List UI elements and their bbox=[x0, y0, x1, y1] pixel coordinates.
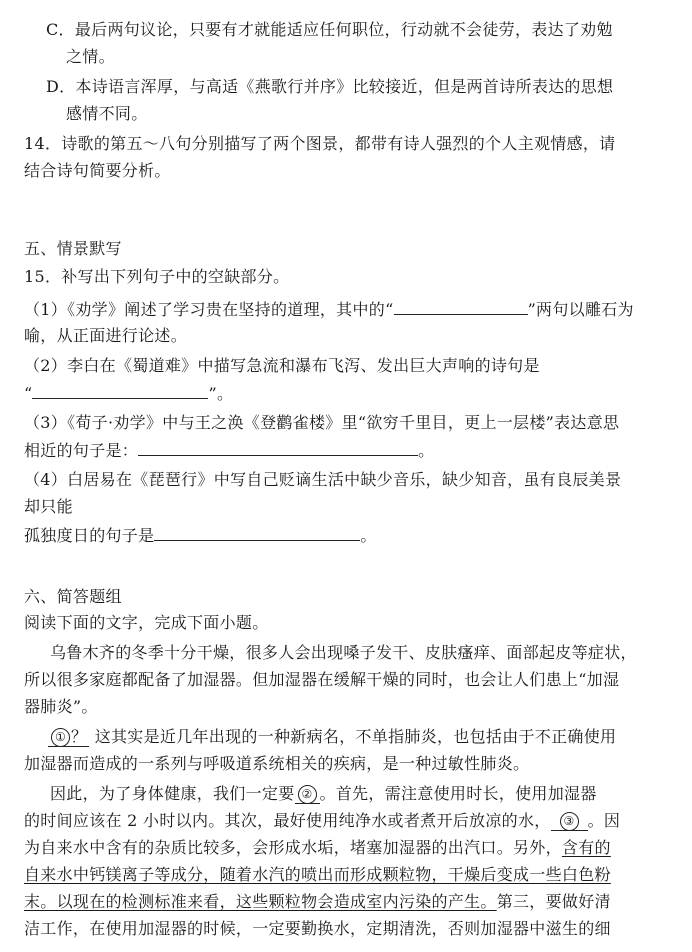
passage-p2-text1: 这其实是近几年出现的一种新病名，不单指肺炎，也包括由于不正确使用 bbox=[94, 727, 617, 746]
option-d-line2: 感情不同。 bbox=[66, 104, 148, 123]
blank-2-mark: ② bbox=[298, 785, 317, 804]
passage-p3-line3 bbox=[24, 837, 611, 859]
blank-1-qmark: ？ bbox=[71, 727, 88, 746]
q15-item1-line2: 喻，从正面进行论述。 bbox=[24, 326, 188, 345]
q15-item4-line3 bbox=[24, 524, 377, 547]
passage-p1-line1: 乌鲁木齐的冬季十分干燥，很多人会出现嗓子发干、皮肤瘙痒、面部起皮等症状， bbox=[50, 643, 637, 662]
blank-3-mark: ③ bbox=[560, 812, 579, 831]
section-6-title: 六、简答题组 bbox=[24, 587, 122, 606]
passage-p3-line1 bbox=[50, 783, 597, 805]
underlined-sentence-part2: 自来水中钙镁离子等成分，随着水汽的喷出而形成颗粒物，干燥后变成一些白色粉 bbox=[24, 865, 611, 884]
option-d-line1: D．本诗语言浑厚，与高适《燕歌行并序》比较接近，但是两首诗所表达的思想 bbox=[46, 77, 614, 96]
option-c-line1: C．最后两句议论，只要有才就能适应任何职位，行动就不会徒劳，表达了劝勉 bbox=[46, 20, 613, 39]
passage-p3-line2 bbox=[24, 810, 620, 832]
option-c-line2: 之情。 bbox=[66, 47, 115, 66]
blank-1[interactable] bbox=[48, 727, 89, 747]
blank-2[interactable] bbox=[295, 784, 320, 804]
q15-item4-blank[interactable] bbox=[154, 524, 360, 541]
q15-item3-blank[interactable] bbox=[138, 439, 418, 456]
q15-item4-line1: （4）白居易在《琵琶行》中写自己贬谪生活中缺少音乐，缺少知音，虽有良辰美景 bbox=[24, 470, 622, 489]
q15-item1-line1 bbox=[24, 298, 634, 321]
passage-p2-line2: 加湿器而造成的一系列与呼吸道系统相关的疾病，是一种过敏性肺炎。 bbox=[24, 754, 530, 773]
blank-1-mark: ① bbox=[51, 728, 70, 747]
passage-p3-text3a: 为自来水中含有的杂质比较多，会形成水垢，堵塞加湿器的出汽口。另外， bbox=[24, 838, 562, 857]
q15-item3-line2 bbox=[24, 439, 434, 462]
section-5-title: 五、情景默写 bbox=[24, 239, 122, 258]
underlined-sentence-part1: 含有的 bbox=[561, 838, 611, 857]
question-14-line1: 14．诗歌的第五～八句分别描写了两个图景，都带有诗人强烈的个人主观情感，请 bbox=[24, 134, 616, 153]
passage-p2-line1 bbox=[48, 726, 616, 748]
q15-item1-text-b: ”两句以雕石为 bbox=[527, 300, 634, 319]
q15-item2-quote-close: ”。 bbox=[208, 384, 234, 403]
passage-p3-text2a: 的时间应该在 2 小时以内。其次，最好使用纯净水或者煮开后放凉的水， bbox=[24, 811, 551, 830]
passage-p3-text5b: 第三，要做好清 bbox=[496, 892, 611, 911]
underlined-sentence-part3: 末。以现在的检测标准来看，这些颗粒物会造成室内污染的产生。 bbox=[24, 892, 497, 911]
q15-item1-blank[interactable] bbox=[394, 298, 528, 315]
passage-p3-text1b: 。首先，需注意使用时长，使用加湿器 bbox=[319, 784, 597, 803]
q15-item4-end: 。 bbox=[360, 526, 377, 545]
passage-p3-line5 bbox=[24, 891, 611, 913]
q15-item2-blank[interactable] bbox=[32, 382, 208, 399]
q15-item4-line2: 却只能 bbox=[24, 497, 73, 516]
q15-item1-text-a: （1）《劝学》阐述了学习贵在坚持的道理，其中的“ bbox=[24, 300, 394, 319]
q15-item2-line2 bbox=[24, 382, 233, 405]
section-6-intro: 阅读下面的文字，完成下面小题。 bbox=[24, 613, 269, 632]
q15-item3-end: 。 bbox=[418, 441, 435, 460]
q15-item4-text: 孤独度日的句子是 bbox=[24, 526, 155, 545]
blank-3[interactable] bbox=[551, 811, 588, 831]
passage-p1-line2: 所以很多家庭都配备了加湿器。但加湿器在缓解干燥的同时，也会让人们患上“加湿 bbox=[24, 670, 620, 689]
passage-p3-text2b: 。因 bbox=[587, 811, 621, 830]
q15-item3-line1: （3）《荀子·劝学》中与王之涣《登鹳雀楼》里“欲穷千里目，更上一层楼”表达意思 bbox=[24, 413, 620, 432]
q15-item2-quote-open: “ bbox=[24, 384, 33, 403]
question-14-line2: 结合诗句简要分析。 bbox=[24, 161, 171, 180]
passage-p3-text1a: 因此，为了身体健康，我们一定要 bbox=[50, 784, 295, 803]
passage-p3-line4 bbox=[24, 864, 611, 886]
q15-item2-line1: （2）李白在《蜀道难》中描写急流和瀑布飞泻、发出巨大声响的诗句是 bbox=[24, 356, 540, 375]
question-15-stem: 15．补写出下列句子中的空缺部分。 bbox=[24, 267, 290, 286]
q15-item3-text: 相近的句子是： bbox=[24, 441, 139, 460]
passage-p1-line3: 器肺炎”。 bbox=[24, 697, 98, 716]
passage-p3-line6: 洁工作，在使用加湿器的时候，一定要勤换水，定期清洗，否则加湿器中滋生的细 bbox=[24, 919, 611, 938]
